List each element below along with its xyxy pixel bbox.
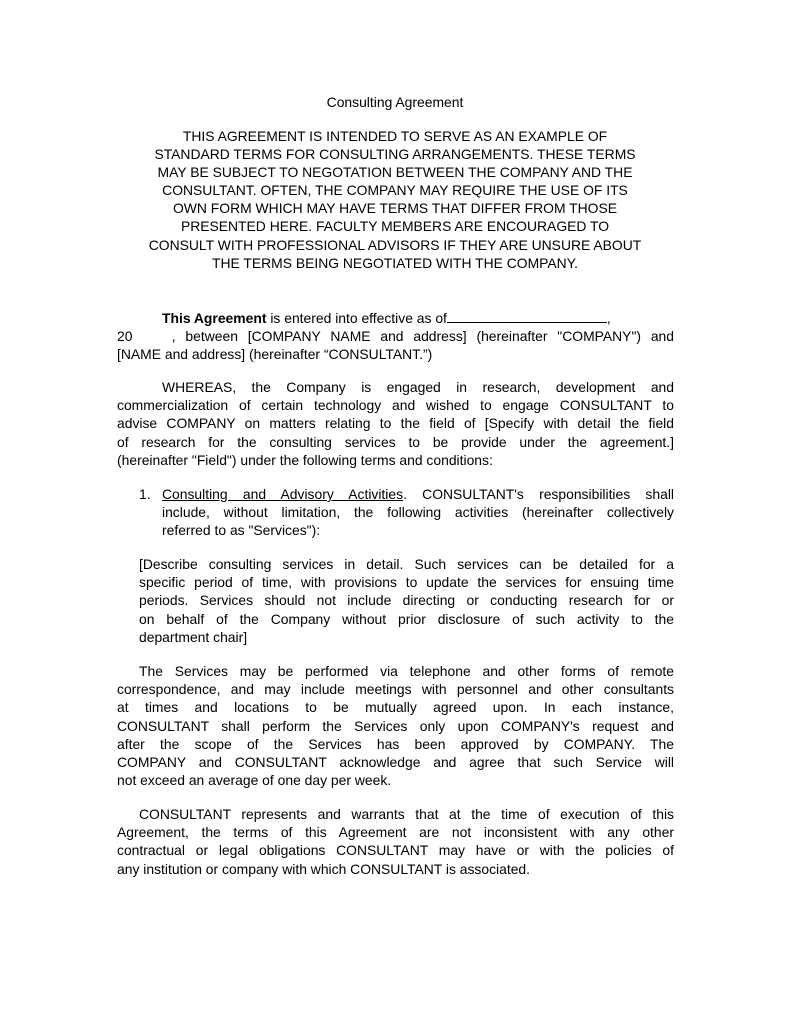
disclaimer-line: THE TERMS BEING NEGOTIATED WITH THE COMPANY.	[211, 254, 579, 271]
item-number: 1.	[139, 486, 151, 502]
whereas-line: (hereinafter "Field") under the following terms and conditions:	[117, 451, 493, 468]
describe-services-paragraph	[139, 555, 674, 646]
intro-line1-text: is entered into effective as of	[266, 310, 447, 326]
disclaimer-line: MAY BE SUBJECT TO NEGOTATION BETWEEN THE COMPANY AND THE	[157, 164, 633, 181]
describe-line: periods. Services should not include directing or conducting research for or	[139, 592, 674, 609]
services-line: COMPANY and CONSULTANT acknowledge and agree that such Service will	[117, 753, 674, 770]
represents-paragraph	[117, 805, 674, 878]
whereas-line: WHEREAS, the Company is engaged in research, development and	[162, 379, 674, 395]
disclaimer-line: CONSULTANT. OFTEN, THE COMPANY MAY REQUIRE THE USE OF ITS	[162, 182, 628, 199]
intro-bold-lead: This Agreement	[162, 310, 267, 326]
whereas-line: advise COMPANY on matters relating to the field of [Specify with detail the field	[117, 415, 674, 432]
intro-line	[117, 309, 674, 327]
intro-paragraph	[117, 309, 674, 364]
services-line: after the scope of the Services has been approved by COMPANY. The	[117, 735, 674, 752]
intro-line: 20 , between [COMPANY NAME and address] (hereinafter "COMPANY") and	[117, 328, 674, 345]
whereas-paragraph	[117, 378, 674, 469]
item-line: referred to as "Services"):	[162, 522, 321, 539]
services-line: at times and locations to be mutually agreed upon. In each instance,	[117, 699, 674, 716]
disclaimer-line: STANDARD TERMS FOR CONSULTING ARRANGEMENTS. THESE TERMS	[154, 146, 636, 163]
item-text	[162, 485, 674, 540]
disclaimer-line: CONSULT WITH PROFESSIONAL ADVISORS IF THEY ARE UNSURE ABOUT	[148, 236, 642, 253]
services-line: not exceed an average of one day per week.	[117, 772, 392, 789]
services-paragraph	[117, 662, 674, 789]
describe-line: [Describe consulting services in detail. Such services can be detailed for a	[139, 556, 674, 572]
disclaimer-line: OWN FORM WHICH MAY HAVE TERMS THAT DIFFER FROM THOSE	[173, 200, 617, 217]
disclaimer-line: PRESENTED HERE. FACULTY MEMBERS ARE ENCOURAGED TO	[180, 218, 610, 235]
represents-line: CONSULTANT represents and warrants that at the time of execution of this	[139, 806, 674, 822]
whereas-line: of research for the consulting services to be provide under the agreement.]	[117, 433, 674, 450]
describe-line: specific period of time, with provisions to update the services for ensuing time	[139, 574, 674, 591]
intro-line1-end: ,	[606, 310, 611, 326]
disclaimer-line: THIS AGREEMENT IS INTENDED TO SERVE AS AN EXAMPLE OF	[182, 128, 608, 144]
describe-line: department chair]	[139, 628, 248, 645]
represents-line: Agreement, the terms of this Agreement are not inconsistent with any other	[117, 824, 674, 841]
services-line: correspondence, and may include meetings with personnel and other consultants	[117, 681, 674, 698]
item-line: include, without limitation, the following activities (hereinafter collectively	[162, 504, 674, 521]
item-line	[162, 485, 674, 503]
services-line: The Services may be performed via telephone and other forms of remote	[139, 663, 674, 679]
item-heading: Consulting and Advisory Activities	[162, 486, 404, 502]
represents-line: contractual or legal obligations CONSULTANT may have or with the policies of	[117, 842, 674, 859]
describe-line: on behalf of the Company without prior disclosure of such activity to the	[139, 610, 674, 627]
document-title: Consulting Agreement	[326, 94, 464, 110]
whereas-line: commercialization of certain technology and wished to engage CONSULTANT to	[117, 397, 674, 414]
intro-line: [NAME and address] (hereinafter “CONSULTANT.”)	[117, 346, 433, 363]
effective-date-blank[interactable]	[447, 309, 607, 323]
represents-line: any institution or company with which CONSULTANT is associated.	[117, 860, 531, 877]
disclaimer-paragraph	[108, 127, 682, 272]
services-line: CONSULTANT shall perform the Services only upon COMPANY's request and	[117, 717, 674, 734]
item-line1-text: . CONSULTANT's responsibilities shall	[403, 486, 674, 502]
